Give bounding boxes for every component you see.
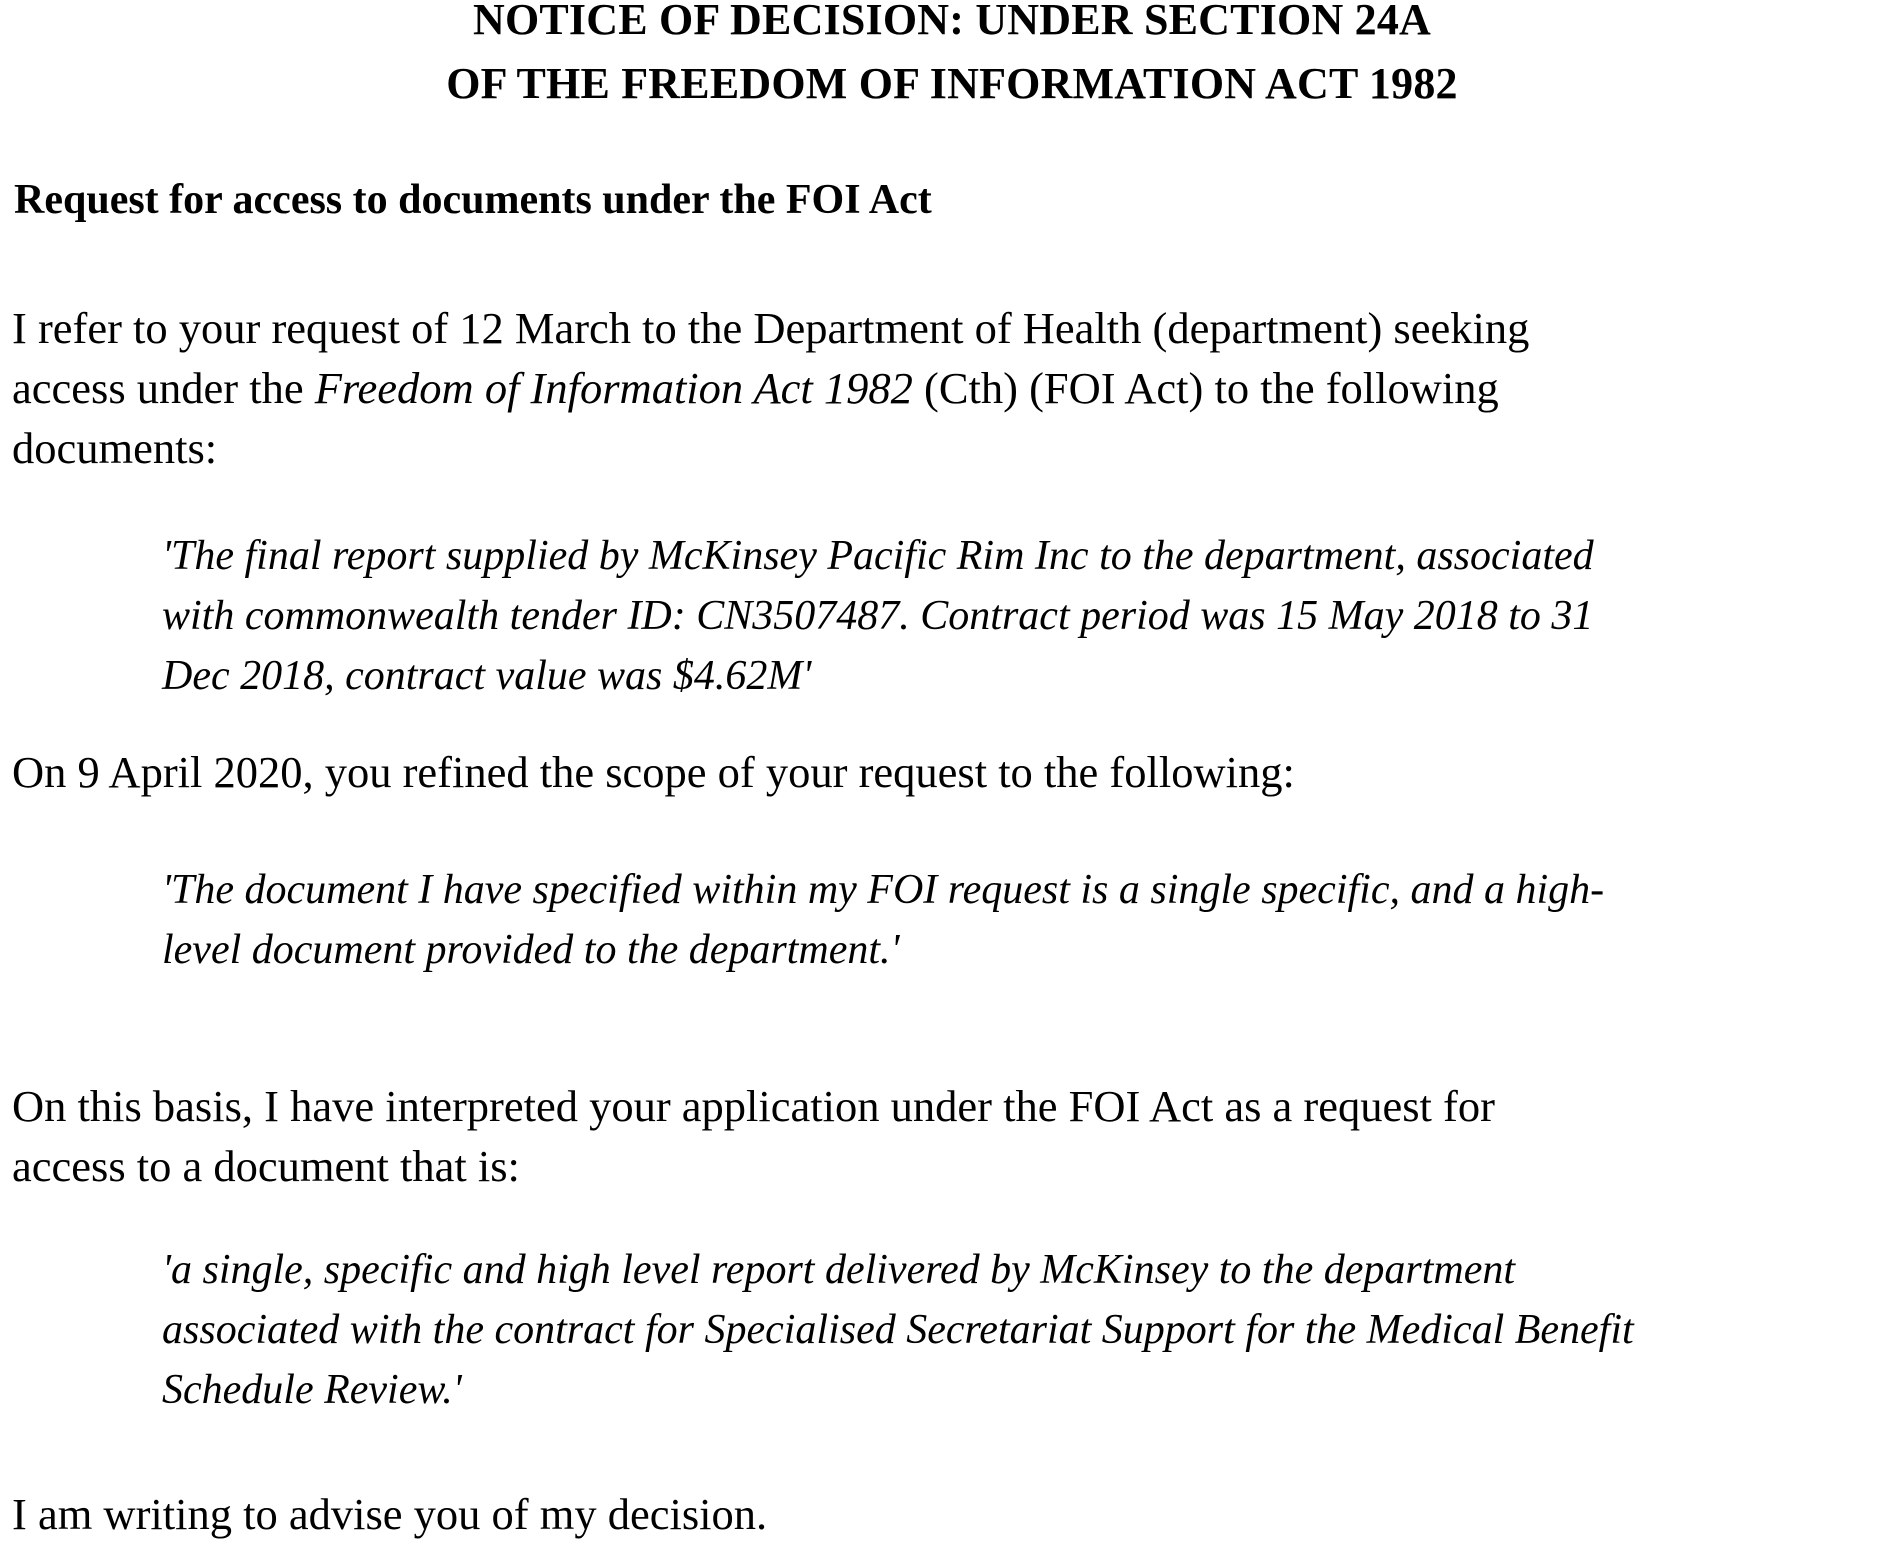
interpreted-request-quote-line-3: Schedule Review.' — [162, 1367, 462, 1413]
refined-request-quote-line-1: 'The document I have specified within my FOI request is a single specific, and a high- — [162, 867, 1605, 913]
interpreted-request-quote — [162, 1240, 1634, 1420]
request-reference-line-2-start: access under the — [12, 363, 315, 413]
request-reference-line-1: I refer to your request of 12 March to the Department of Health (department) seeking — [12, 303, 1530, 353]
request-reference-line-2-end: (Cth) (FOI Act) to the following — [912, 363, 1499, 413]
interpretation-line-1: On this basis, I have interpreted your application under the FOI Act as a request for — [12, 1081, 1495, 1131]
interpretation-line-2: access to a document that is: — [12, 1141, 520, 1191]
original-request-quote — [162, 526, 1594, 706]
notice-title-line-1: NOTICE OF DECISION: UNDER SECTION 24A — [472, 0, 1432, 44]
notice-title-line-2: OF THE FREEDOM OF INFORMATION ACT 1982 — [446, 59, 1458, 108]
request-reference-line-2 — [12, 358, 1529, 418]
interpreted-request-quote-line-1: 'a single, specific and high level report delivered by McKinsey to the department — [162, 1247, 1516, 1293]
refinement-line: On 9 April 2020, you refined the scope of your request to the following: — [12, 747, 1295, 797]
act-title-italic: Freedom of Information Act 1982 — [314, 363, 913, 413]
interpreted-request-quote-line-2: associated with the contract for Specialised Secretariat Support for the Medical Benefit — [162, 1307, 1634, 1353]
request-reference-line-3: documents: — [12, 423, 218, 473]
original-request-quote-line-3: Dec 2018, contract value was $4.62M' — [162, 653, 812, 699]
original-request-quote-line-2: with commonwealth tender ID: CN3507487. Contract period was 15 May 2018 to 31 — [162, 593, 1594, 639]
interpretation-paragraph — [12, 1076, 1495, 1196]
refined-request-quote-line-2: level document provided to the department.' — [162, 927, 900, 973]
request-reference-paragraph — [12, 298, 1529, 478]
decision-advice-line: I am writing to advise you of my decision. — [12, 1489, 768, 1539]
refined-request-quote — [162, 860, 1604, 980]
decision-advice-paragraph — [12, 1484, 767, 1544]
original-request-quote-line-1: 'The final report supplied by McKinsey Pacific Rim Inc to the department, associated — [162, 533, 1594, 579]
refinement-paragraph — [12, 742, 1295, 802]
section-subheading: Request for access to documents under the FOI Act — [14, 177, 932, 223]
